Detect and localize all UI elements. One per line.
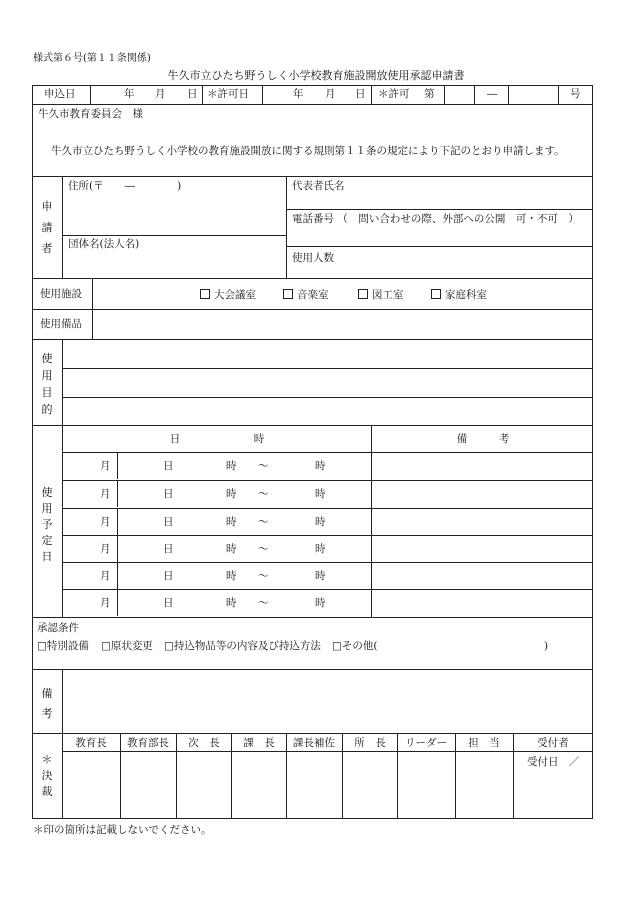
rule xyxy=(62,452,593,453)
rule xyxy=(32,176,593,177)
rule xyxy=(474,85,475,104)
phone-label: 電話番号 （ 問い合わせの際、外部への公開 可・不可 ） xyxy=(292,213,579,225)
rule xyxy=(92,278,93,339)
rule xyxy=(455,733,456,819)
condition-restoration[interactable]: □原状変更 xyxy=(101,640,153,652)
rule xyxy=(397,733,398,819)
footnote: ＊印の箇所は記載しないでください。 xyxy=(33,824,212,836)
facility-option-music[interactable]: 音楽室 xyxy=(283,289,329,301)
apply-year: 年 xyxy=(124,88,135,100)
rule xyxy=(32,309,593,310)
permit-no-label: ＊許可 xyxy=(378,88,410,100)
received-date-label: 受付日 ／ xyxy=(527,756,580,768)
schedule-row-day: 日 xyxy=(163,516,174,528)
rule xyxy=(513,733,514,819)
rule xyxy=(117,535,118,562)
rule xyxy=(62,589,593,590)
schedule-section-label: 使用予定日 xyxy=(41,486,53,563)
rule xyxy=(117,452,118,479)
schedule-row-month: 月 xyxy=(100,570,111,582)
schedule-row-day: 日 xyxy=(163,570,174,582)
rule xyxy=(62,508,593,509)
rule xyxy=(117,480,118,507)
facilities-label: 使用施設 xyxy=(40,288,82,300)
permit-dai: 第 xyxy=(424,88,435,100)
schedule-row-tilde: 〜 xyxy=(258,570,269,582)
rule xyxy=(558,85,559,104)
rule xyxy=(62,368,593,369)
facility-option-home-ec[interactable]: 家庭科室 xyxy=(431,289,487,301)
rule xyxy=(62,339,63,425)
rule xyxy=(286,733,287,819)
schedule-row-end-hour: 時 xyxy=(315,516,326,528)
rule xyxy=(117,562,118,589)
rule xyxy=(32,669,593,670)
checkbox-icon xyxy=(358,289,368,299)
approval-column-header: 担 当 xyxy=(468,737,500,749)
rule xyxy=(262,85,263,104)
permit-date-label: ＊許可日 xyxy=(207,88,249,100)
rule xyxy=(231,733,232,819)
schedule-row-day: 日 xyxy=(163,597,174,609)
approval-column-header: 教育長 xyxy=(75,737,107,749)
rule xyxy=(32,617,593,618)
rule xyxy=(62,235,286,236)
rule xyxy=(62,535,593,536)
apply-day: 日 xyxy=(187,88,198,100)
group-label: 団体名(法人名) xyxy=(68,238,140,250)
representative-label: 代表者氏名 xyxy=(292,180,345,192)
rule xyxy=(32,104,593,105)
approval-column-header: 課長補佐 xyxy=(293,737,335,749)
rule xyxy=(508,85,509,104)
rule xyxy=(32,339,593,340)
datetime-header: 日 時 xyxy=(169,433,265,445)
schedule-row-tilde: 〜 xyxy=(258,597,269,609)
rule xyxy=(62,733,63,819)
statement: 牛久市立ひたち野うしく小学校の教育施設開放に関する規則第１１条の規定により下記のとおり申請します。 xyxy=(51,145,565,157)
permit-dash: ― xyxy=(487,88,498,100)
permit-month: 月 xyxy=(325,88,336,100)
rule xyxy=(117,589,118,616)
rule xyxy=(62,397,593,398)
schedule-row-end-hour: 時 xyxy=(315,488,326,500)
schedule-row-day: 日 xyxy=(163,543,174,555)
form-number: 様式第６号(第１１条関係) xyxy=(33,53,151,64)
rule xyxy=(176,733,177,819)
schedule-row-tilde: 〜 xyxy=(258,516,269,528)
schedule-row-start-hour: 時 xyxy=(226,597,237,609)
conditions-label: 承認条件 xyxy=(37,622,79,634)
approval-section-label: ＊決裁 xyxy=(41,753,53,798)
schedule-row-day: 日 xyxy=(163,460,174,472)
rule xyxy=(62,562,593,563)
rule xyxy=(202,85,203,104)
rule xyxy=(286,246,593,247)
checkbox-icon xyxy=(200,289,210,299)
approval-column-header: 教育部長 xyxy=(127,737,169,749)
rule xyxy=(444,85,445,104)
users-label: 使用人数 xyxy=(292,252,334,264)
schedule-row-day: 日 xyxy=(163,488,174,500)
schedule-row-end-hour: 時 xyxy=(315,570,326,582)
schedule-row-end-hour: 時 xyxy=(315,543,326,555)
rule xyxy=(62,480,593,481)
schedule-row-start-hour: 時 xyxy=(226,516,237,528)
schedule-row-month: 月 xyxy=(100,488,111,500)
rule xyxy=(32,425,593,426)
permit-day: 日 xyxy=(355,88,366,100)
facility-option-hall[interactable]: 大会議室 xyxy=(200,289,256,301)
address-label: 住所(〒 ― ) xyxy=(68,180,182,192)
permit-year: 年 xyxy=(293,88,304,100)
apply-month: 月 xyxy=(155,88,166,100)
rule xyxy=(342,733,343,819)
remarks-label: 備考 xyxy=(41,687,53,720)
rule xyxy=(286,176,287,278)
condition-other[interactable]: □その他( xyxy=(332,640,378,652)
condition-special-equipment[interactable]: □特別設備 xyxy=(37,640,89,652)
schedule-row-tilde: 〜 xyxy=(258,488,269,500)
schedule-row-month: 月 xyxy=(100,543,111,555)
permit-go: 号 xyxy=(570,88,581,100)
schedule-row-month: 月 xyxy=(100,597,111,609)
checkbox-icon xyxy=(283,289,293,299)
schedule-row-end-hour: 時 xyxy=(315,597,326,609)
approval-column-header: 課 長 xyxy=(243,737,275,749)
rule xyxy=(90,85,91,104)
facility-option-art[interactable]: 図工室 xyxy=(358,289,404,301)
apply-date-label: 申込日 xyxy=(44,88,76,100)
checkbox-icon xyxy=(431,289,441,299)
form-title: 牛久市立ひたち野うしく小学校教育施設開放使用承認申請書 xyxy=(167,69,465,82)
remarks-header: 備 考 xyxy=(456,433,510,445)
schedule-row-start-hour: 時 xyxy=(226,460,237,472)
rule xyxy=(62,176,63,278)
approval-column-header: 受付者 xyxy=(537,737,569,749)
rule xyxy=(117,508,118,535)
schedule-row-month: 月 xyxy=(100,460,111,472)
addressee: 牛久市教育委員会 様 xyxy=(38,108,143,120)
applicant-section-label: 申請者 xyxy=(41,200,53,255)
approval-column-header: リーダー xyxy=(405,737,447,749)
approval-column-header: 次 長 xyxy=(188,737,220,749)
schedule-row-start-hour: 時 xyxy=(226,488,237,500)
rule xyxy=(32,733,593,734)
rule xyxy=(286,209,593,210)
schedule-row-tilde: 〜 xyxy=(258,543,269,555)
rule xyxy=(120,733,121,819)
schedule-row-end-hour: 時 xyxy=(315,460,326,472)
condition-close-paren: ) xyxy=(544,640,549,652)
schedule-row-start-hour: 時 xyxy=(226,570,237,582)
schedule-row-start-hour: 時 xyxy=(226,543,237,555)
rule xyxy=(32,278,593,279)
schedule-row-month: 月 xyxy=(100,516,111,528)
schedule-row-tilde: 〜 xyxy=(258,460,269,472)
purpose-label: 使用目的 xyxy=(41,352,53,416)
approval-column-header: 所 長 xyxy=(354,737,386,749)
rule xyxy=(371,85,372,104)
condition-items[interactable]: □持込物品等の内容及び持込方法 xyxy=(164,640,321,652)
rule xyxy=(62,669,63,733)
equipment-label: 使用備品 xyxy=(40,318,82,330)
